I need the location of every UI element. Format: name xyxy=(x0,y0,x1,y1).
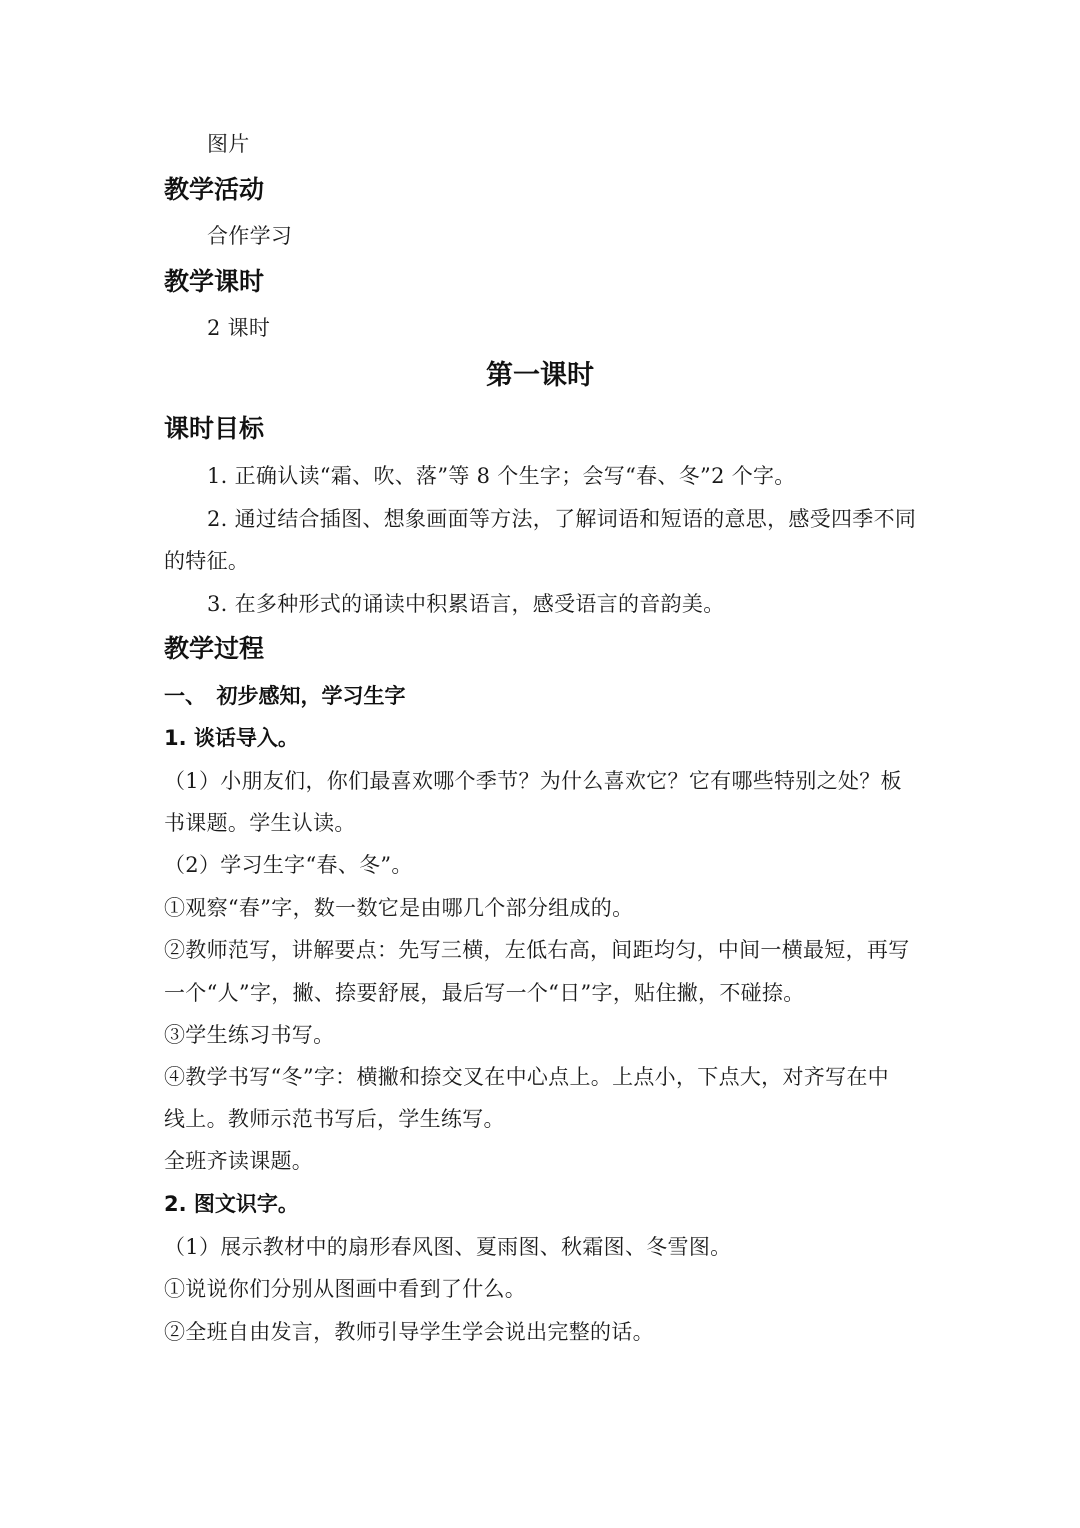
activity-heading: 教学活动 xyxy=(164,175,265,204)
step-title: 2. 图文识字。 xyxy=(164,1192,299,1216)
step-line: （1）小朋友们，你们最喜欢哪个季节？为什么喜欢它？它有哪些特别之处？板 xyxy=(164,769,902,793)
step-line: ②教师范写，讲解要点：先写三横，左低右高，间距均匀，中间一横最短，再写 xyxy=(164,938,910,962)
step-line: 书课题。学生认读。 xyxy=(164,811,356,835)
step-line: 线上。教师示范书写后，学生练写。 xyxy=(164,1107,505,1131)
step-line: ①说说你们分别从图画中看到了什么。 xyxy=(164,1277,527,1301)
step-title: 1. 谈话导入。 xyxy=(164,726,299,750)
periods-value: 2 课时 xyxy=(207,316,271,340)
step-line: ①观察“春”字，数一数它是由哪几个部分组成的。 xyxy=(164,896,634,920)
step-line: 全班齐读课题。 xyxy=(164,1149,314,1173)
objective-line: 的特征。 xyxy=(164,549,250,573)
process-heading: 教学过程 xyxy=(164,634,265,663)
objective-line: 2. 通过结合插图、想象画面等方法，了解词语和短语的意思，感受四季不同 xyxy=(207,507,917,531)
objectives-heading: 课时目标 xyxy=(164,414,265,443)
materials-value: 图片 xyxy=(207,132,250,156)
step-line: 一个“人”字，撇、捺要舒展，最后写一个“日”字，贴住撇，不碰捺。 xyxy=(164,981,805,1005)
step-line: ④教学书写“冬”字：横撇和捺交叉在中心点上。上点小，下点大，对齐写在中 xyxy=(164,1065,889,1089)
section-title: 一、 初步感知，学习生字 xyxy=(164,684,406,708)
objective-line: 1. 正确认读“霜、吹、落”等 8 个生字；会写“春、冬”2 个字。 xyxy=(207,464,796,488)
activity-value: 合作学习 xyxy=(207,224,293,248)
periods-heading: 教学课时 xyxy=(164,267,265,296)
lesson-title: 第一课时 xyxy=(486,360,594,391)
step-line: ③学生练习书写。 xyxy=(164,1023,335,1047)
step-line: （1）展示教材中的扇形春风图、夏雨图、秋霜图、冬雪图。 xyxy=(164,1235,732,1259)
step-line: （2）学习生字“春、冬”。 xyxy=(164,853,413,877)
step-line: ②全班自由发言，教师引导学生学会说出完整的话。 xyxy=(164,1320,654,1344)
objective-line: 3. 在多种形式的诵读中积累语言，感受语言的音韵美。 xyxy=(207,592,725,616)
